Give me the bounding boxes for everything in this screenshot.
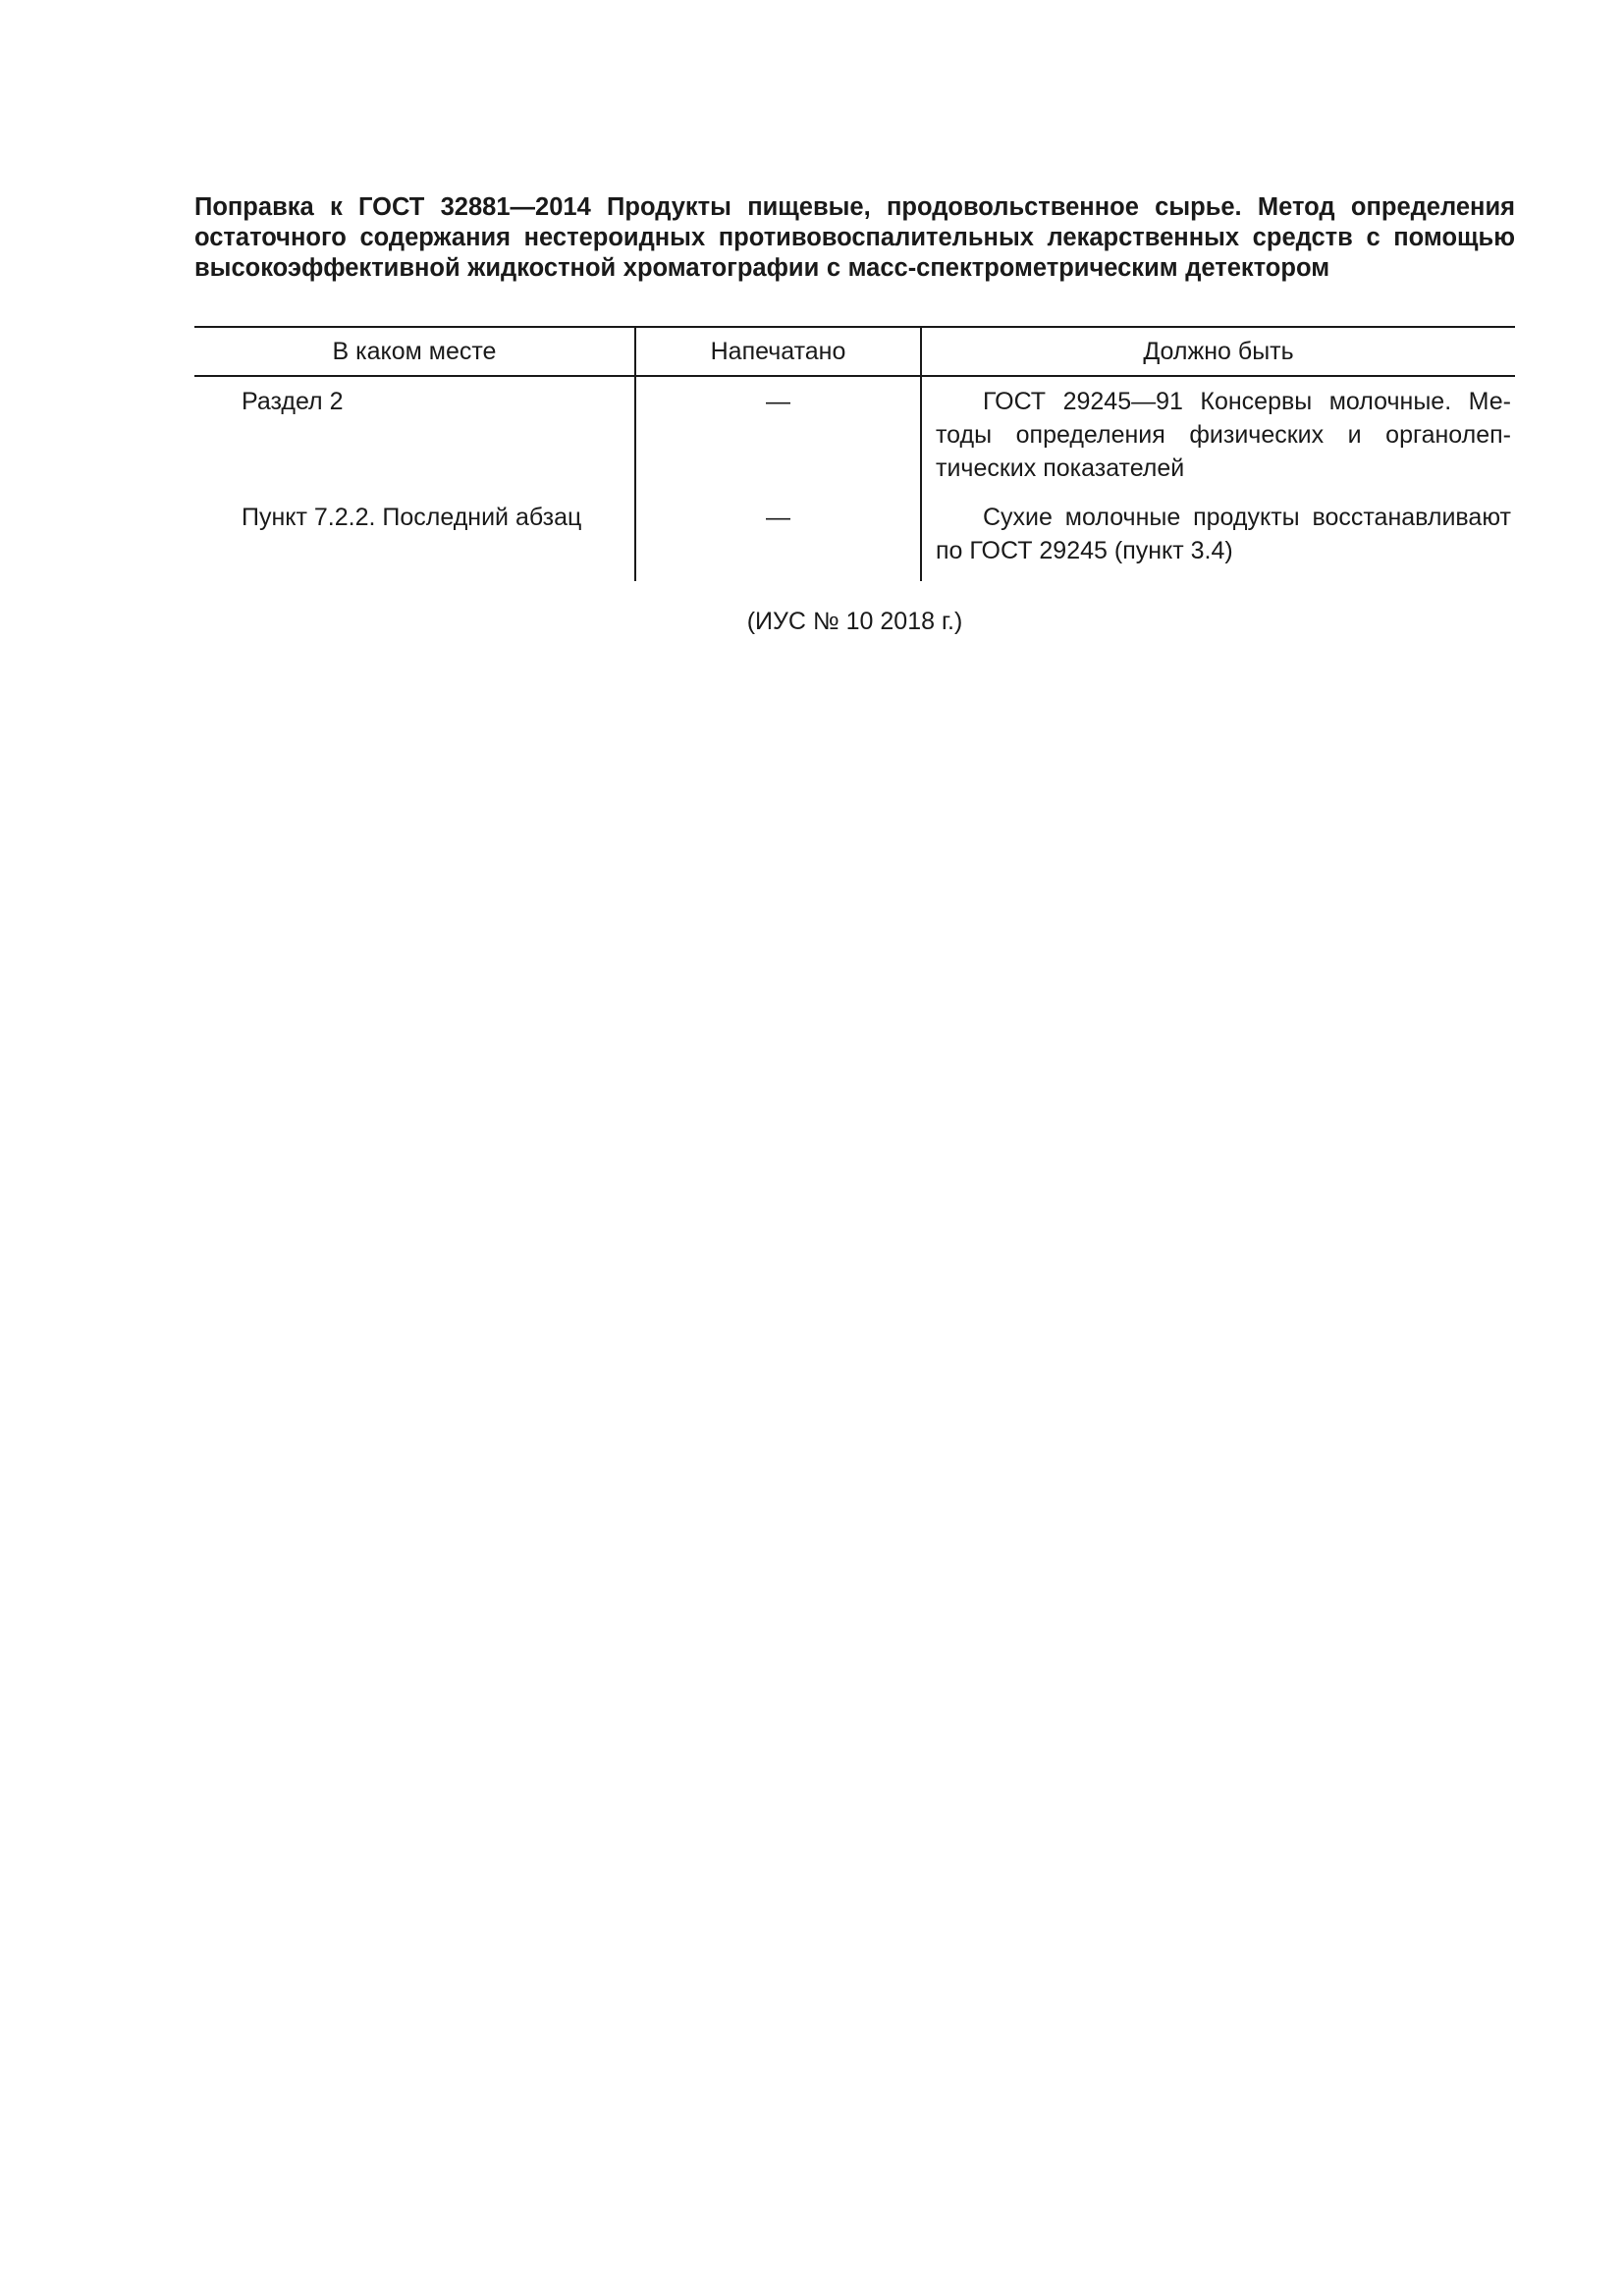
cell-should-be — [921, 501, 1515, 581]
cell-printed — [635, 376, 921, 501]
source-reference: (ИУС № 10 2018 г.) — [746, 608, 963, 635]
header-printed: Напечатано — [635, 327, 921, 376]
cell-place — [194, 376, 635, 501]
cell-should-be-text: Сухие молочные продукты восстанавливают по ГОСТ 29245 (пункт 3.4) — [936, 504, 1511, 564]
table-header-row — [194, 327, 1515, 376]
cell-place-text: Пункт 7.2.2. Последний абзац — [242, 504, 582, 531]
cell-printed-text: — — [766, 388, 790, 415]
header-place: В каком месте — [194, 327, 635, 376]
document-title: Поправка к ГОСТ 32881—2014 Продукты пищевые, продовольственное сырье. Метод определения остаточного содержания нестероидных противовоспалительных лекарственных средств с помощью высокоэффективной жидкостной хроматографии с масс-спектрометрическим детектором — [194, 193, 1515, 282]
cell-should-be-text: ГОСТ 29245—91 Консервы молочные. Методы определения физических и органолептических показателей — [936, 388, 1511, 482]
table-row — [194, 501, 1515, 581]
cell-place-text: Раздел 2 — [242, 388, 344, 415]
cell-place — [194, 501, 635, 581]
document-page — [194, 192, 1515, 638]
header-should-be: Должно быть — [1143, 338, 1294, 365]
cell-printed-text: — — [766, 504, 790, 531]
cell-printed — [635, 501, 921, 581]
cell-should-be — [921, 376, 1515, 501]
table-row — [194, 376, 1515, 501]
errata-table — [194, 326, 1515, 581]
